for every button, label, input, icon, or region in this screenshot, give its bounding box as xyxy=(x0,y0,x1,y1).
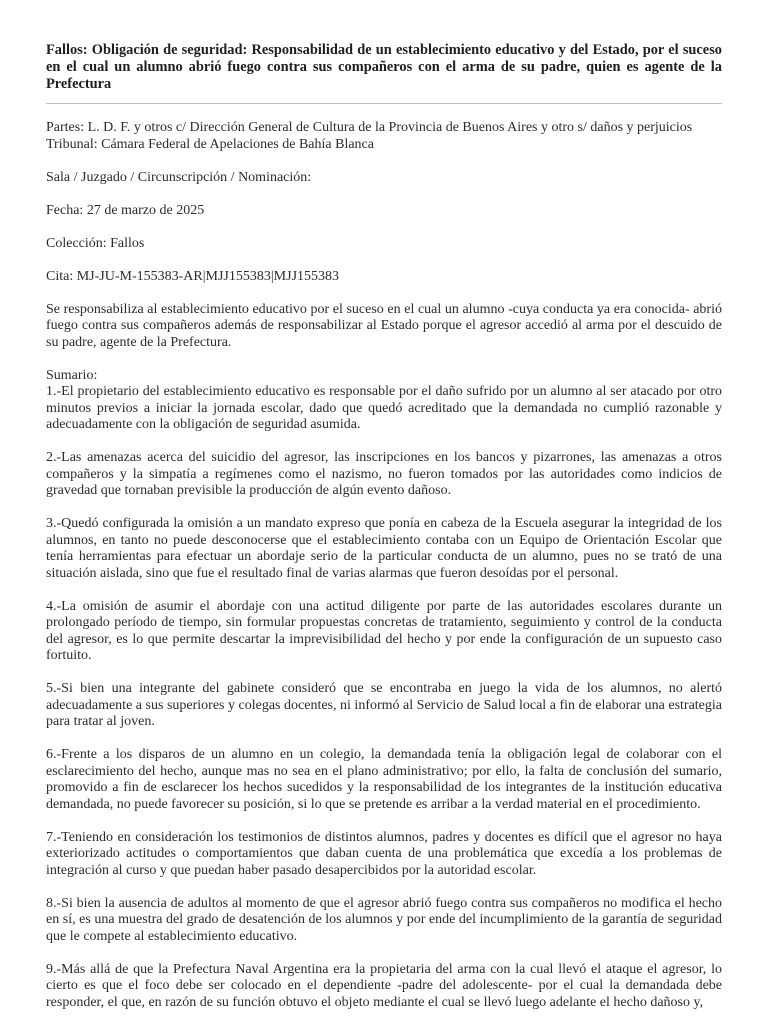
title-divider xyxy=(46,103,722,104)
summary-item-3: 3.-Quedó configurada la omisión a un mandato expreso que ponía en cabeza de la Escuela asegurar la integridad de los alumnos, en tanto no puede desconocerse que el establecimiento contaba con un Equipo de Orientación Escolar que tenía herramientas para efectuar un abordaje serio de la particular conducta de un alumno, pues no se trató de una situación aislada, sino que fue el resultado final de varias alarmas que fueron desoídas por el personal. xyxy=(46,516,722,581)
collection-line: Colección: Fallos xyxy=(46,235,145,251)
document-page xyxy=(46,42,722,1028)
summary-item-8: 8.-Si bien la ausencia de adultos al momento de que el agresor abrió fuego contra sus compañeros no modifica el hecho en sí, es una muestra del grado de desatención de los alumnos y por ende del incumplimiento de la garantía de seguridad que le compete al establecimiento educativo. xyxy=(46,895,722,944)
tribunal-line: Tribunal: Cámara Federal de Apelaciones de Bahía Blanca xyxy=(46,136,374,152)
summary-item-9: 9.-Más allá de que la Prefectura Naval Argentina era la propietaria del arma con la cual llevó el ataque el agresor, lo cierto es que el foco debe ser colocado en el dependiente -padre del adolescente- por el cual la demandada debe responder, el que, en razón de su función obtuvo el objeto mediante el cual se llevó luego adelante el hecho dañoso y, xyxy=(46,961,722,1010)
summary-item-4: 4.-La omisión de asumir el abordaje con una actitud diligente por parte de las autoridades escolares durante un prolongado período de tiempo, sin formular propuestas concretas de tratamiento, seguimiento y control de la conducta del agresor, es lo que permite descartar la imprevisibilidad del hecho y por ende la configuración de un supuesto caso fortuito. xyxy=(46,598,722,663)
case-summary-intro: Se responsabiliza al establecimiento educativo por el suceso en el cual un alumno -cuya conducta ya era conocida- abrió fuego contra sus compañeros además de responsabilizar al Estado porque el agresor accedió al arma por el descuido de su padre, agente de la Prefectura. xyxy=(46,301,722,350)
summary-item-7: 7.-Teniendo en consideración los testimonios de distintos alumnos, padres y docentes es difícil que el agresor no haya exteriorizado actitudes o comportamientos que daban cuenta de una problemática que excedía a los problemas de integración al curso y que puedan haber pasado desapercibidos por la autoridad escolar. xyxy=(46,829,722,878)
summary-list xyxy=(46,384,722,1011)
chamber-line: Sala / Juzgado / Circunscripción / Nominación: xyxy=(46,169,312,185)
document-title: Fallos: Obligación de seguridad: Responsabilidad de un establecimiento educativo y del Estado, por el suceso en el cual un alumno abrió fuego contra sus compañeros con el arma de su padre, quien es agente de la Prefectura xyxy=(46,42,722,92)
summary-item-5: 5.-Si bien una integrante del gabinete consideró que se encontraba en juego la vida de los alumnos, no alertó adecuadamente a sus superiores y colegas docentes, ni informó al Servicio de Salud local a fin de elaborar una estrategia para tratar al joven. xyxy=(46,681,722,729)
summary-item-1: 1.-El propietario del establecimiento educativo es responsable por el daño sufrido por un alumno al ser atacado por otro minutos previos a iniciar la jornada escolar, dado que quedó acreditado que la demandada no cumplió razonable y adecuadamente con la obligación de seguridad asumida. xyxy=(46,384,722,432)
citation-line: Cita: MJ-JU-M-155383-AR|MJJ155383|MJJ155383 xyxy=(46,268,340,284)
summary-item-2: 2.-Las amenazas acerca del suicidio del agresor, las inscripciones en los bancos y pizarrones, las amenazas a otros compañeros y la simpatía a regímenes como el nazismo, no fueron tomados por las autoridades como indicios de gravedad que tornaban previsible la producción de algún evento dañoso. xyxy=(46,450,722,498)
summary-item-6: 6.-Frente a los disparos de un alumno en un colegio, la demandada tenía la obligación legal de colaborar con el esclarecimiento del hecho, aunque mas no sea en el plano administrativo; por ello, la falta de conclusión del sumario, promovido a fin de esclarecer los hechos sucedidos y la responsabilidad de los integrantes de la institución educativa demandada, no puede favorecer su posición, si lo que se pretende es arribar a la verdad material en el procedimiento. xyxy=(46,747,722,812)
date-line: Fecha: 27 de marzo de 2025 xyxy=(46,202,205,218)
parties-line: Partes: L. D. F. y otros c/ Dirección General de Cultura de la Provincia de Buenos Aires y otro s/ daños y perjuicios xyxy=(46,120,693,135)
summary-heading: Sumario: xyxy=(46,367,98,383)
